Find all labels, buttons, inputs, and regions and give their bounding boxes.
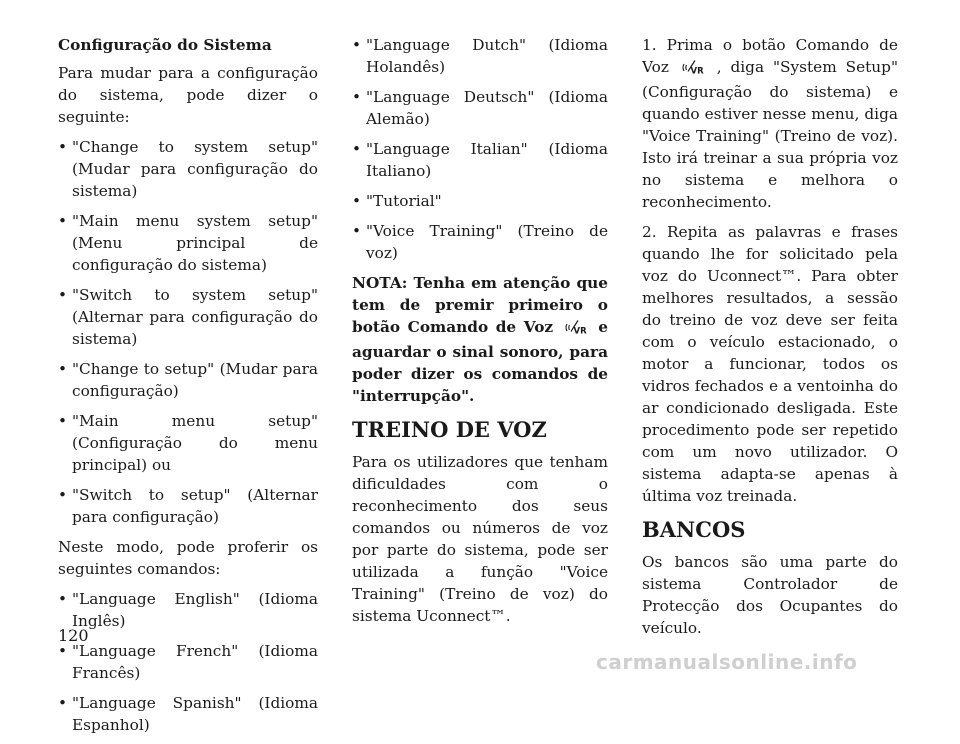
list-item: • "Language English" (Idioma Inglês): [58, 588, 318, 632]
column-middle: [352, 34, 608, 635]
list-item: • "Language Italian" (Idioma Italiano): [352, 138, 608, 182]
section-title: Configuração do Sistema: [58, 36, 272, 54]
svg-text:VR: VR: [690, 66, 704, 75]
note-text-after: e aguardar o sinal sonoro, para poder dizer os comandos de "interrupção".: [352, 318, 609, 405]
step-1-paragraph: [642, 34, 898, 213]
seats-heading: BANCOS: [642, 517, 746, 542]
intro-paragraph: Para mudar para a configuração do sistema, pode dizer o seguinte:: [58, 64, 318, 126]
list-item: • "Change to system setup" (Mudar para configuração do sistema): [58, 136, 318, 202]
column-left: [58, 34, 318, 744]
svg-text:VR: VR: [573, 326, 587, 335]
voice-training-heading: TREINO DE VOZ: [352, 417, 547, 442]
voice-command-icon: [681, 59, 705, 81]
list-item: • "Main menu setup" (Configuração do menu principal) ou: [58, 410, 318, 476]
page-number: 120: [58, 626, 89, 645]
list-item: • "Language French" (Idioma Francês): [58, 640, 318, 684]
setup-command-list: [58, 136, 318, 528]
list-item: • "Language Deutsch" (Idioma Alemão): [352, 86, 608, 130]
list-item: • "Language Dutch" (Idioma Holandês): [352, 34, 608, 78]
voice-training-paragraph: Para os utilizadores que tenham dificuldades com o reconhecimento dos seus comandos ou números de voz por parte do sistema, pode ser utilizada a função "Voice Training" (Treino de voz) do sistema Uconnect™.: [352, 453, 608, 625]
language-command-list: [58, 588, 318, 736]
watermark: carmanualsonline.info: [596, 650, 858, 674]
list-item: • "Language Spanish" (Idioma Espanhol): [58, 692, 318, 736]
list-item: • "Change to setup" (Mudar para configuração): [58, 358, 318, 402]
list-item: • "Tutorial": [352, 190, 608, 212]
voice-command-icon: [564, 319, 588, 341]
language-command-list-continued: [352, 34, 608, 264]
step-2-paragraph: 2. Repita as palavras e frases quando lhe for solicitado pela voz do Uconnect™. Para obter melhores resultados, a sessão do treino de voz deve ser feita com o veículo estacionado, o motor a funcionar, todos os vidros fechados e a ventoinha do ar condicionado desligada. Este procedimento pode ser repetido com um novo utilizador. O sistema adapta-se apenas à última voz treinada.: [642, 223, 898, 505]
commands-intro-paragraph: Neste modo, pode proferir os seguintes comandos:: [58, 538, 318, 578]
list-item: • "Main menu system setup" (Menu principal de configuração do sistema): [58, 210, 318, 276]
list-item: • "Voice Training" (Treino de voz): [352, 220, 608, 264]
step-1-text-before: 1. Prima o botão Comando de Voz: [642, 36, 898, 76]
column-right: [642, 34, 898, 647]
note-paragraph: [352, 272, 608, 407]
note-text-before: NOTA: Tenha em atenção que tem de premir primeiro o botão Comando de Voz: [352, 274, 608, 336]
step-1-text-after: , diga "System Setup" (Configuração do sistema) e quando estiver nesse menu, diga "Voice Training" (Treino de voz). Isto irá treinar a sua própria voz no sistema e melhora o reconhecimento.: [642, 58, 898, 211]
seats-paragraph: Os bancos são uma parte do sistema Controlador de Protecção dos Ocupantes do veículo.: [642, 553, 898, 637]
list-item: • "Switch to setup" (Alternar para configuração): [58, 484, 318, 528]
list-item: • "Switch to system setup" (Alternar para configuração do sistema): [58, 284, 318, 350]
